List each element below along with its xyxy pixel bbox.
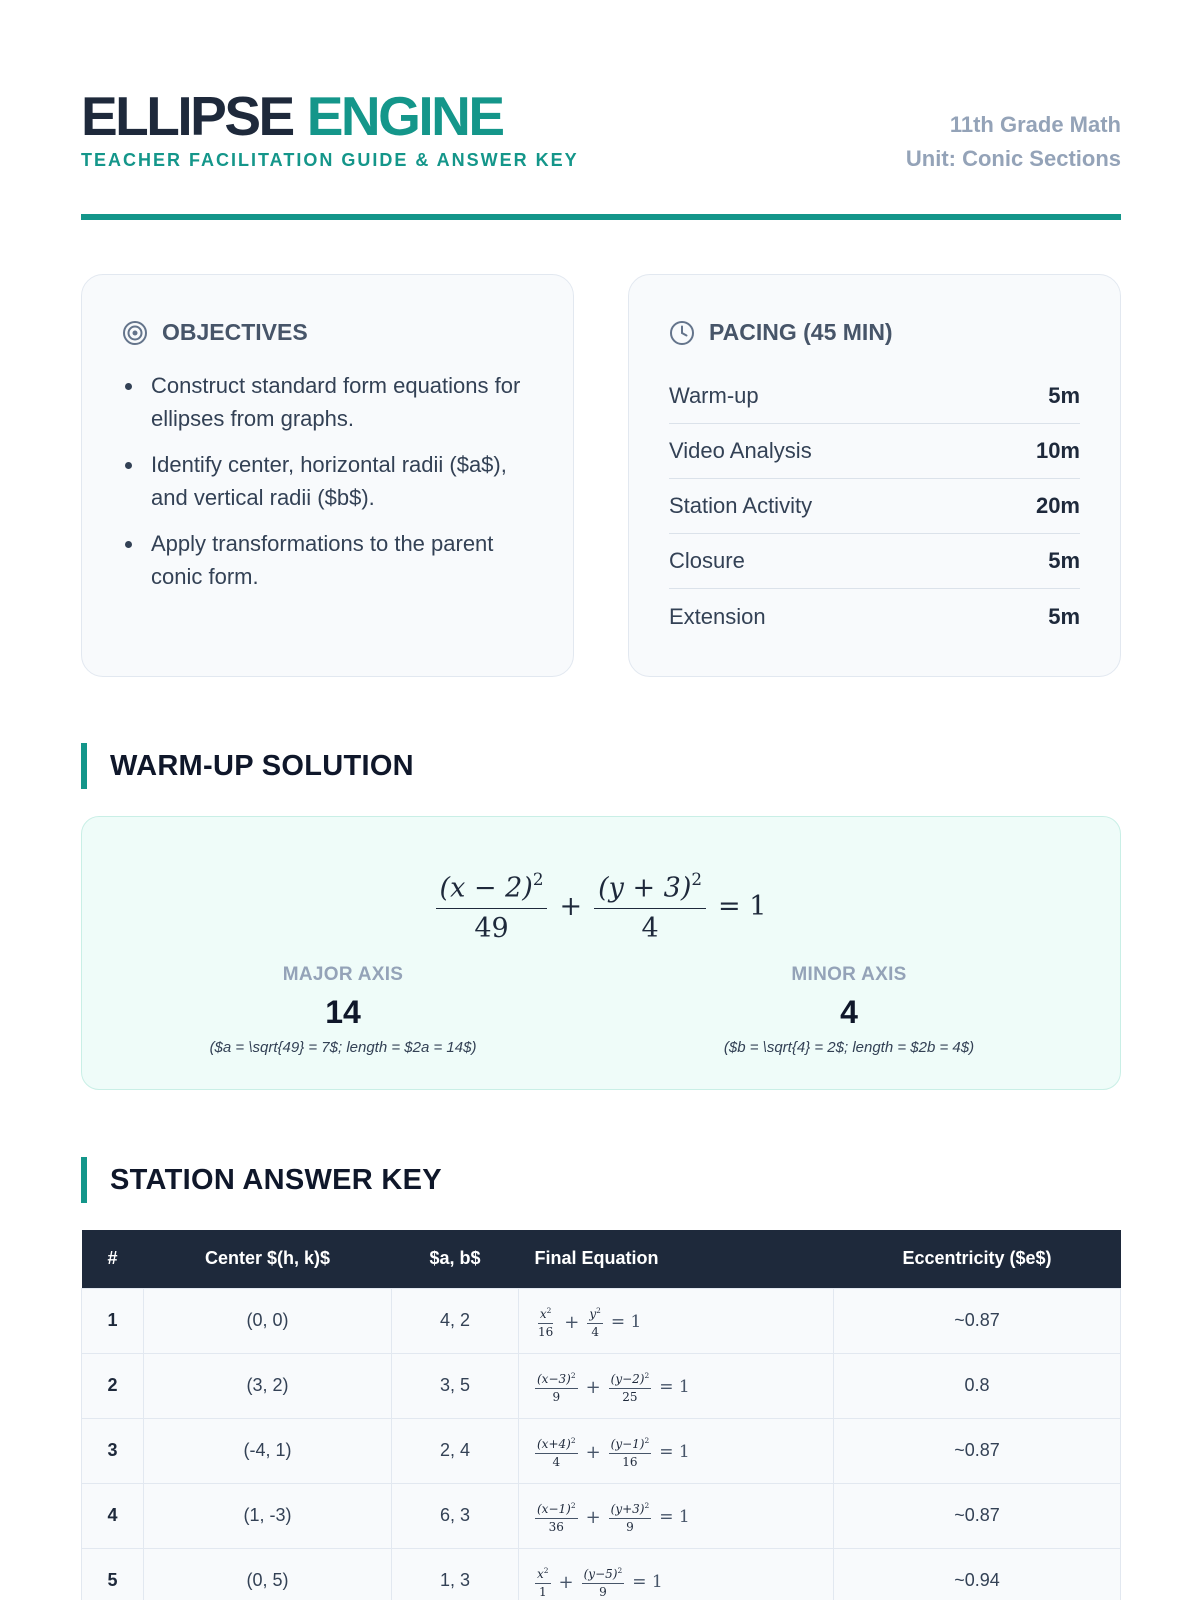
warmup-heading: WARM-UP SOLUTION xyxy=(81,743,414,789)
warmup-equation xyxy=(82,869,1120,944)
eq-numerator-y: (y−1) xyxy=(610,1437,645,1452)
station-number: 2 xyxy=(82,1353,144,1418)
major-axis-panel xyxy=(133,964,553,1056)
plus-sign: + xyxy=(585,1441,601,1463)
page xyxy=(81,0,1121,1599)
answer-key-table xyxy=(81,1230,1121,1600)
pacing-duration: 5m xyxy=(1048,548,1080,573)
minor-axis-label: MINOR AXIS xyxy=(791,964,907,985)
eq-exponent-y: 2 xyxy=(644,1371,650,1381)
eq-denominator-y: 9 xyxy=(626,1519,634,1534)
eccentricity-cell: ~0.87 xyxy=(834,1483,1121,1548)
eq-denominator-x: 1 xyxy=(538,1584,547,1599)
table-row xyxy=(82,1418,1121,1483)
center-cell: (0, 5) xyxy=(144,1548,392,1600)
station-number: 5 xyxy=(82,1548,144,1600)
pacing-row xyxy=(669,369,1080,424)
eq-numerator-x: (x−1) xyxy=(537,1502,571,1517)
ab-cell: 4, 2 xyxy=(392,1288,519,1353)
minor-axis-value: 4 xyxy=(840,994,858,1030)
major-axis-value: 14 xyxy=(325,994,361,1030)
objective-item: Identify center, horizontal radii ($a$), and vertical radii ($b$). xyxy=(124,448,543,514)
pacing-list xyxy=(669,369,1080,644)
equation-term-y xyxy=(594,869,706,944)
course-meta xyxy=(906,108,1121,176)
pacing-label: Video Analysis xyxy=(669,438,812,463)
major-axis-note: ($a = \sqrt{49} = 7$; length = $2a = 14$) xyxy=(209,1039,477,1056)
header xyxy=(81,0,1121,222)
pacing-heading xyxy=(669,319,893,346)
pacing-duration: 5m xyxy=(1048,603,1080,629)
center-cell: (0, 0) xyxy=(144,1288,392,1353)
eccentricity-cell: ~0.87 xyxy=(834,1288,1121,1353)
equation-cell xyxy=(519,1548,834,1600)
center-cell: (1, -3) xyxy=(144,1483,392,1548)
equation-cell xyxy=(519,1353,834,1418)
pacing-row xyxy=(669,534,1080,589)
equation-cell xyxy=(519,1483,834,1548)
objective-item: Apply transformations to the parent conic form. xyxy=(124,527,543,593)
grade-label: 11th Grade Math xyxy=(949,112,1121,137)
eq-exponent-x: 2 xyxy=(546,1306,552,1316)
ab-cell: 2, 4 xyxy=(392,1418,519,1483)
term-y-numerator: (y + 3) xyxy=(598,872,692,904)
station-number: 1 xyxy=(82,1288,144,1353)
eccentricity-cell: ~0.94 xyxy=(834,1548,1121,1600)
title-part-1: ELLIPSE xyxy=(81,85,293,147)
equation-term-x xyxy=(436,869,548,944)
center-cell: (-4, 1) xyxy=(144,1418,392,1483)
eq-numerator-y: (y−2) xyxy=(610,1372,645,1387)
term-x-exponent: 2 xyxy=(532,869,544,889)
pacing-label: Extension xyxy=(669,603,766,629)
warmup-solution-box xyxy=(81,816,1121,1090)
column-header: $a, b$ xyxy=(392,1230,519,1288)
eq-denominator-y: 9 xyxy=(599,1584,607,1599)
eq-numerator-y: (y−5) xyxy=(583,1567,618,1582)
eq-exponent-y: 2 xyxy=(596,1306,601,1316)
clock-icon xyxy=(669,320,695,346)
column-header: Final Equation xyxy=(519,1230,834,1288)
pacing-row xyxy=(669,424,1080,479)
pacing-duration: 5m xyxy=(1048,383,1080,408)
page-subtitle: TEACHER FACILITATION GUIDE & ANSWER KEY xyxy=(81,150,579,170)
table-row xyxy=(82,1483,1121,1548)
eq-denominator-x: 36 xyxy=(548,1519,564,1534)
eq-denominator-x: 16 xyxy=(538,1324,554,1339)
column-header: Eccentricity ($e$) xyxy=(834,1230,1121,1288)
pacing-duration: 20m xyxy=(1035,493,1080,518)
equation-rhs: = 1 xyxy=(610,1312,642,1333)
equation-rhs: = 1 xyxy=(659,1377,690,1398)
pacing-heading-label: PACING (45 MIN) xyxy=(709,319,893,345)
eq-denominator-y: 16 xyxy=(622,1454,638,1469)
plus-sign: + xyxy=(585,1376,601,1398)
eq-numerator-y: y xyxy=(589,1307,597,1322)
eq-exponent-y: 2 xyxy=(617,1566,623,1576)
eq-denominator-x: 9 xyxy=(552,1389,561,1404)
eq-numerator-x: x xyxy=(537,1567,544,1582)
minor-axis-panel xyxy=(639,964,1059,1056)
answer-key-heading: STATION ANSWER KEY xyxy=(81,1157,442,1203)
objectives-heading-label: OBJECTIVES xyxy=(162,319,308,345)
eq-numerator-y: (y+3) xyxy=(610,1502,645,1517)
eq-exponent-x: 2 xyxy=(570,1501,576,1511)
objectives-card xyxy=(81,274,574,677)
pacing-card xyxy=(628,274,1121,677)
table-row xyxy=(82,1548,1121,1600)
objectives-list xyxy=(124,369,543,606)
ab-cell: 6, 3 xyxy=(392,1483,519,1548)
objectives-heading xyxy=(122,319,308,346)
pacing-label: Warm-up xyxy=(669,383,759,408)
eq-denominator-y: 25 xyxy=(622,1389,638,1404)
minor-axis-note: ($b = \sqrt{4} = 2$; length = $2b = 4$) xyxy=(723,1039,975,1056)
term-y-exponent: 2 xyxy=(691,869,703,889)
center-cell: (3, 2) xyxy=(144,1353,392,1418)
term-x-denominator: 49 xyxy=(474,912,509,944)
equation-rhs: = 1 xyxy=(659,1507,690,1528)
plus-sign: + xyxy=(585,1506,601,1528)
major-axis-label: MAJOR AXIS xyxy=(282,964,404,985)
pacing-row xyxy=(669,479,1080,534)
equation-rhs: = 1 xyxy=(718,890,767,922)
eq-numerator-x: (x−3) xyxy=(537,1372,571,1387)
column-header: # xyxy=(82,1230,144,1288)
column-header: Center $(h, k)$ xyxy=(144,1230,392,1288)
equation-cell xyxy=(519,1288,834,1353)
plus-sign: + xyxy=(558,1571,574,1593)
page-title xyxy=(81,86,503,146)
eq-denominator-y: 4 xyxy=(591,1324,599,1339)
eccentricity-cell: ~0.87 xyxy=(834,1418,1121,1483)
plus-sign: + xyxy=(564,1311,580,1333)
table-header-row xyxy=(82,1230,1121,1288)
eq-exponent-y: 2 xyxy=(644,1436,650,1446)
station-number: 4 xyxy=(82,1483,144,1548)
equation-cell xyxy=(519,1418,834,1483)
eq-numerator-x: (x+4) xyxy=(537,1437,571,1452)
unit-label: Unit: Conic Sections xyxy=(905,146,1121,171)
pacing-label: Station Activity xyxy=(669,493,813,518)
pacing-duration: 10m xyxy=(1035,438,1080,463)
eq-numerator-x: x xyxy=(539,1307,547,1322)
title-part-2: ENGINE xyxy=(306,85,503,147)
table-row xyxy=(82,1288,1121,1353)
target-icon xyxy=(122,320,148,346)
objective-item: Construct standard form equations for ellipses from graphs. xyxy=(124,369,543,435)
ab-cell: 3, 5 xyxy=(392,1353,519,1418)
station-number: 3 xyxy=(82,1418,144,1483)
plus-sign: + xyxy=(559,890,583,922)
term-x-numerator: (x − 2) xyxy=(439,872,533,904)
eq-exponent-y: 2 xyxy=(644,1501,650,1511)
eq-exponent-x: 2 xyxy=(570,1371,576,1381)
pacing-label: Closure xyxy=(669,548,745,573)
eq-exponent-x: 2 xyxy=(543,1566,549,1576)
equation-rhs: = 1 xyxy=(632,1572,663,1593)
pacing-row xyxy=(669,589,1080,644)
eq-denominator-x: 4 xyxy=(552,1454,561,1469)
eq-exponent-x: 2 xyxy=(570,1436,576,1446)
header-divider xyxy=(81,214,1121,220)
eccentricity-cell: 0.8 xyxy=(834,1353,1121,1418)
term-y-denominator: 4 xyxy=(641,912,659,944)
ab-cell: 1, 3 xyxy=(392,1548,519,1600)
table-row xyxy=(82,1353,1121,1418)
equation-rhs: = 1 xyxy=(659,1442,690,1463)
